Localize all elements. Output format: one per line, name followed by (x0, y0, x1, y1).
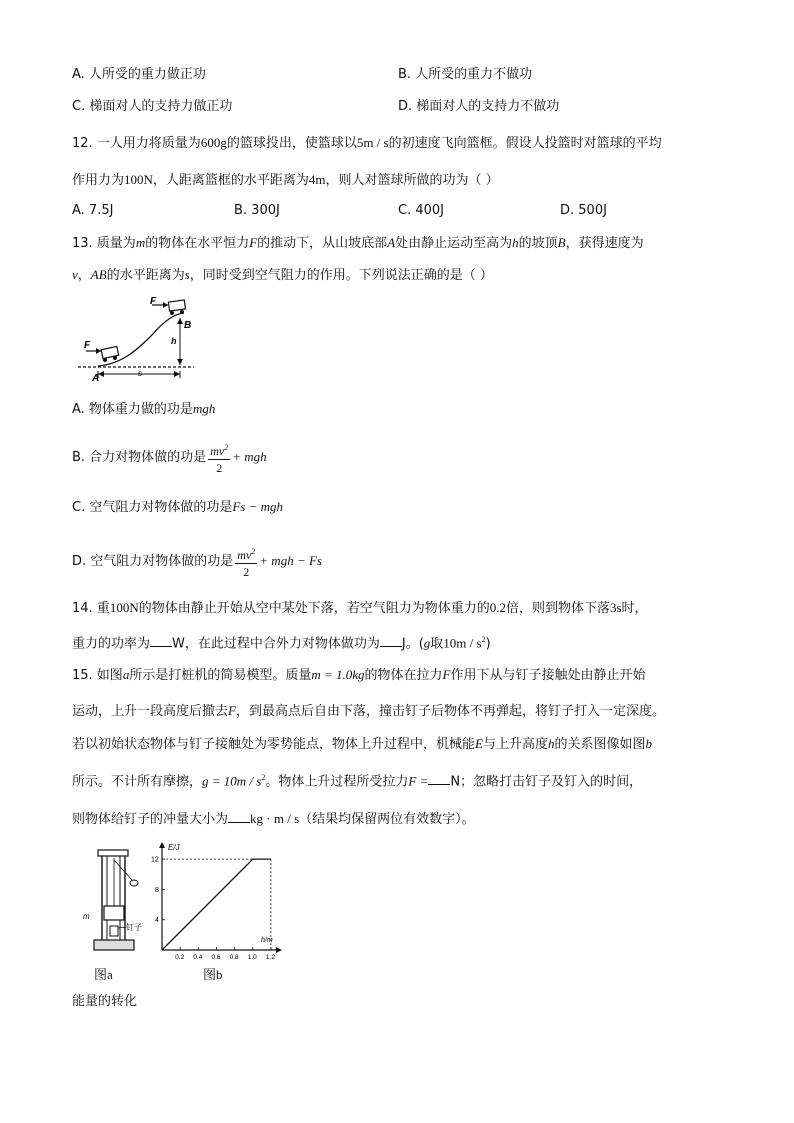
fig-label-a: A (92, 373, 100, 382)
x-tick-label: 1.2 (265, 954, 275, 960)
q15-line-5: 则物体给钉子的冲量大小为 kg · m / s（结果均保留两位有效数字）。 (72, 811, 475, 827)
fig-label-nail: 钉子 (126, 923, 142, 932)
topic-tag: 能量的转化 (72, 994, 138, 1009)
q15-line-4: 所示。不计所有摩擦，$g = 10m / s^2$。物体上升过程所受拉力F = N；忽略打击钉子及钉入的时间， (72, 773, 643, 790)
x-tick-label: 0.6 (211, 954, 221, 960)
q15-line-1: 15. 如图a所示是打桩机的简易模型。质量m = 1.0kg的物体在拉力F作用下从与钉子接触处由静止开始 (72, 667, 646, 683)
q12-line-1: 12. 一人用力将质量为600g的篮球投出，使篮球以5m / s的初速度飞向篮框。假设人投篮时对篮球的平均 (72, 135, 662, 151)
answer-blank[interactable] (380, 634, 402, 647)
y-tick-label: 8 (155, 886, 159, 894)
x-tick-label: 0.2 (175, 954, 185, 960)
fig-label-h: h (171, 336, 177, 346)
y-tick-label: 4 (155, 917, 159, 925)
x-tick-label: 1.0 (247, 954, 257, 960)
fig-label-f-bottom: F (84, 340, 91, 351)
q13-option-c: C. 空气阻力对物体做的功是Fs − mgh (72, 499, 284, 515)
q14-line-1: 14. 重100N的物体由静止开始从空中某处下落，若空气阻力为物体重力的0.2倍，则到物体下落3s时， (72, 600, 648, 616)
q13-line-2: v，AB的水平距离为s，同时受到空气阻力的作用。下列说法正确的是（ ） (72, 267, 493, 283)
fig-label-b: B (184, 320, 192, 331)
answer-blank[interactable] (150, 634, 172, 647)
q13-slope-figure (76, 296, 200, 382)
fig-label-s: s (138, 369, 142, 378)
q11-option-c: C. 梯面对人的支持力做正功 (72, 99, 233, 114)
q12-option-a: A. 7.5J (72, 203, 114, 218)
q11-option-d: D. 梯面对人的支持力不做功 (398, 99, 560, 114)
series-line-0 (162, 859, 271, 950)
q15-line-2: 运动，上升一段高度后撤去F，到最高点后自由下落，撞击钉子后物体不再弹起，将钉子打入一定深度。 (72, 703, 665, 719)
q12-option-d: D. 500J (560, 203, 607, 218)
x-tick-label: 0.4 (193, 954, 203, 960)
q11-option-b: B. 人所受的重力不做功 (398, 67, 533, 82)
q13-line-1: 13. 质量为m的物体在水平恒力F的推动下，从山坡底部A处由静止运动至高为h的坡顶B，获得速度为 (72, 235, 644, 251)
q13-option-d: D. 空气阻力对物体做的功是 $\frac{mv^2}{2}$ + mgh − Fs (72, 542, 322, 581)
q13-option-a: A. 物体重力做的功是mgh (72, 401, 216, 417)
x-tick-label: 0.8 (229, 954, 239, 960)
fig-label-f-top: F (150, 296, 157, 307)
q12-line-2: 作用力为100N，人距离篮框的水平距离为4m，则人对篮球所做的功为（ ） (72, 172, 499, 188)
answer-blank[interactable] (228, 810, 250, 823)
answer-blank[interactable] (428, 772, 450, 785)
q14-line-2: 重力的功率为 W，在此过程中合外力对物体做功为 J。(g取$10m / s^2$) (72, 635, 491, 652)
q15-line-3: 若以初始状态物体与钉子接触处为零势能点，物体上升过程中，机械能E与上升高度h的关系图像如图b (72, 736, 652, 752)
fig-label-m: m (83, 912, 90, 921)
y-axis-label: E/J (168, 843, 180, 852)
q12-option-b: B. 300J (234, 203, 280, 218)
energy-height-chart (146, 838, 286, 960)
q13-option-b: B. 合力对物体做的功是 $\frac{mv^2}{2}$ + mgh (72, 438, 267, 477)
fig-a-caption: 图a (94, 967, 113, 982)
q11-option-a: A. 人所受的重力做正功 (72, 67, 206, 82)
fig-b-caption: 图b (203, 967, 223, 982)
x-axis-label: h/m (261, 937, 273, 944)
y-tick-label: 12 (151, 856, 159, 864)
q12-option-c: C. 400J (398, 203, 444, 218)
